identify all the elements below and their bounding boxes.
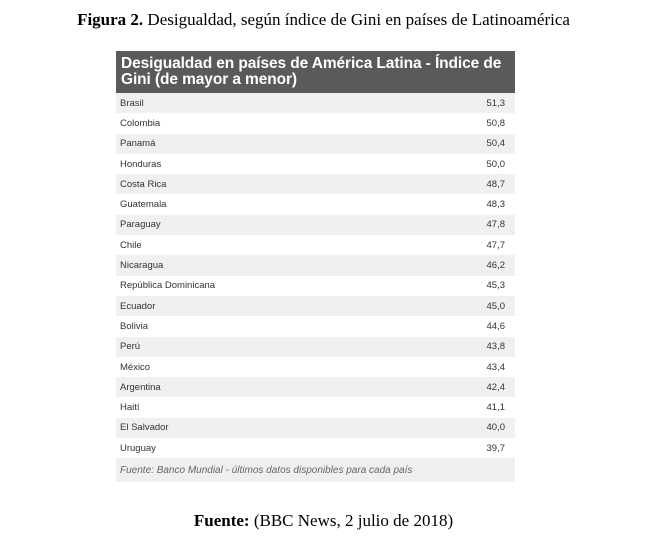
gini-value: 50,4 <box>486 138 505 150</box>
country-name: Paraguay <box>120 219 161 231</box>
table-row <box>116 174 515 194</box>
figure-source <box>0 510 647 532</box>
country-name: Haití <box>120 402 140 414</box>
country-name: Uruguay <box>120 442 156 454</box>
country-name: El Salvador <box>120 422 169 434</box>
table-row <box>116 337 515 357</box>
gini-value: 41,1 <box>486 402 505 414</box>
table-source-note: Fuente: Banco Mundial - últimos datos disponibles para cada país <box>116 458 515 482</box>
table-title: Desigualdad en países de América Latina - Índice de Gini (de mayor a menor) <box>116 51 515 93</box>
country-name: Perú <box>120 341 141 353</box>
country-name: Ecuador <box>120 300 156 312</box>
table-row <box>116 418 515 438</box>
table-row <box>116 377 515 397</box>
country-name: Brasil <box>120 97 144 109</box>
gini-value: 39,7 <box>486 442 505 454</box>
table-row <box>116 296 515 316</box>
table-row <box>116 113 515 133</box>
country-name: Argentina <box>120 381 161 393</box>
gini-value: 48,7 <box>486 178 505 190</box>
table-row <box>116 215 515 235</box>
country-name: Nicaragua <box>120 260 164 272</box>
gini-value: 47,7 <box>486 239 505 251</box>
table-row <box>116 438 515 458</box>
table-row <box>116 235 515 255</box>
gini-value: 45,3 <box>486 280 505 292</box>
table-row <box>116 276 515 296</box>
country-name: Costa Rica <box>120 178 167 190</box>
table-row <box>116 316 515 336</box>
gini-value: 40,0 <box>486 422 505 434</box>
table-row <box>116 194 515 214</box>
gini-value: 47,8 <box>486 219 505 231</box>
gini-value: 48,3 <box>486 199 505 211</box>
country-name: Honduras <box>120 158 162 170</box>
figure-caption-label: Figura 2. <box>77 10 144 29</box>
country-name: Guatemala <box>120 199 167 211</box>
table-row <box>116 255 515 275</box>
gini-value: 42,4 <box>486 381 505 393</box>
gini-value: 51,3 <box>486 97 505 109</box>
gini-table <box>116 51 515 483</box>
country-name: Chile <box>120 239 142 251</box>
gini-value: 50,0 <box>486 158 505 170</box>
country-name: México <box>120 361 151 373</box>
gini-value: 50,8 <box>486 117 505 129</box>
gini-value: 44,6 <box>486 320 505 332</box>
gini-value: 43,4 <box>486 361 505 373</box>
country-name: República Dominicana <box>120 280 216 292</box>
figure-source-label: Fuente: <box>193 511 250 530</box>
table-rows <box>116 93 515 458</box>
figure-caption-text: Desigualdad, según índice de Gini en países de Latinoamérica <box>143 10 570 29</box>
table-row <box>116 397 515 417</box>
country-name: Bolivia <box>120 320 148 332</box>
country-name: Panamá <box>120 138 156 150</box>
table-row <box>116 134 515 154</box>
gini-value: 46,2 <box>486 260 505 272</box>
country-name: Colombia <box>120 117 161 129</box>
figure-caption <box>0 9 647 31</box>
gini-value: 45,0 <box>486 300 505 312</box>
table-row <box>116 154 515 174</box>
table-row <box>116 93 515 113</box>
gini-value: 43,8 <box>486 341 505 353</box>
table-row <box>116 357 515 377</box>
figure-source-text: (BBC News, 2 julio de 2018) <box>249 511 454 530</box>
